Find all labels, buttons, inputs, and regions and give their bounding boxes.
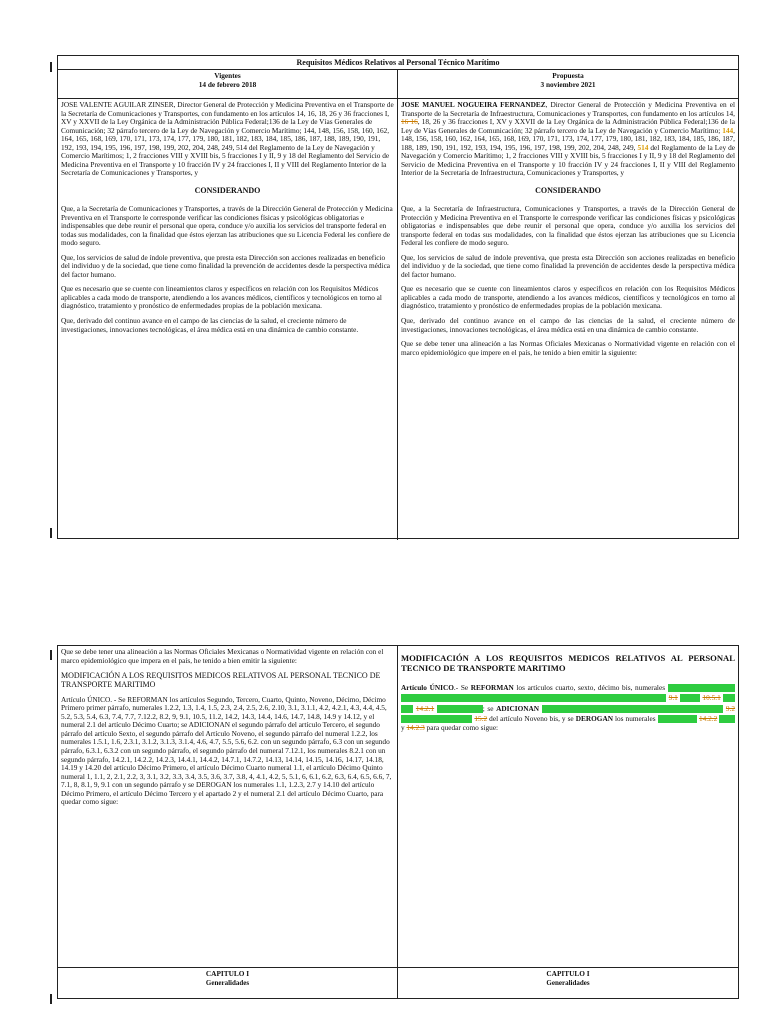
considerando-paragraph: Que, a la Secretaría de Comunicaciones y Transportes, a través de la Dirección General de Protección y Medicina Preventiva en el Transporte le corresponde verificar las condiciones físicas y psicológicas obligatorias e indispensables que debe reunir el personal que opera, conduce y/o auxilia los servicios del transporte federal en todas sus modalidades, con la finalidad que éstos ejerzan las atribuciones que su Licencia Federal les confiere de modo seguro. (61, 204, 393, 248)
highlighted-numerals: 6.3.1 6.3.2 7.12.1 8.2.1 (401, 714, 473, 723)
director-name: JOSE MANUEL NOGUEIRA FERNANDEZ (401, 100, 546, 109)
chapter-title: Generalidades (546, 978, 590, 987)
highlighted-numerals: 11.2 14.2 (401, 694, 736, 713)
column-header-propuesta (398, 70, 738, 98)
strikethrough-text: 15.2 (474, 713, 488, 723)
strikethrough-text: 14.2.1 (415, 703, 435, 713)
comparison-table-top (57, 55, 739, 539)
intro-text: del Reglamento de la Ley de Navegación y Comercio Marítimo; 1, 2 fracciones VIII y XVIII bis, 5 fracciones I y II, 9 y 18 del Reglamento del Servicio de Medicina Preventiva en el Transporte y 10 fracción IV y 24 fracciones I, II y VIII del Reglamento Interior de la Secretaría de Infraestructura, Comunicaciones y Transportes, y (401, 142, 735, 178)
article-text: los numerales (612, 713, 658, 723)
considerando-paragraph: Que se debe tener una alineación a las Normas Oficiales Mexicanas o Normatividad vigente en relación con el marco epidemiológico que impere en el país, he tenido a bien emitir la siguiente: (401, 339, 735, 357)
highlighted-numerals: 9 10.5 (680, 694, 701, 703)
considerando-paragraph: Que, los servicios de salud de índole preventiva, que presta esta Dirección son acciones realizadas en beneficio del individuo y de la sociedad, que tiene como finalidad la prevención de accidentes desde la perspectiva médica del factor humano. (401, 252, 735, 279)
article-text: del artículo Noveno bis, y se (487, 713, 576, 723)
reforman-keyword: REFORMAN (470, 683, 514, 693)
intro-paragraph (401, 101, 735, 178)
considerando-heading: CONSIDERANDO (194, 185, 261, 195)
chapter-number: CAPITULO I (205, 969, 250, 978)
page-margin-mark (50, 650, 52, 660)
article-paragraph (401, 683, 735, 732)
article-paragraph: Artículo ÚNICO. - Se REFORMAN los artículos Segundo, Tercero, Cuarto, Quinto, Noveno, Décimo, Décimo Primero primer párrafo, numerales 1.2.2, 1.3, 1.4, 1.5, 2.3, 2.4, 2.5, 2.6, 2.10, 3.1, 3.1.1, 4.2, 4.2.1, 4.3, 4.4, 4.5, 5.2, 5.3, 5.4, 6.3, 7.4, 7.7, 7.12.2, 8.2, 9, 9.1, 10.5, 11.2, 14.2, 14.3, 14.4, 14.6, 14.7, 14.8, 14.9 y 14.12, y el numeral 2.1 del artículo Décimo Cuarto; se ADICIONAN el segundo párrafo del artículo Tercero, el segundo párrafo del artículo Sexto, el segundo párrafo del Artículo Noveno, el segundo párrafo del numeral 1.2.2, los numerales 1.5.1, 1.6, 2.3.1, 3.1.2, 3.1.3, 3.1.4, 4.6, 4.7, 5.5, 5.6, 6.2. con un segundo párrafo, 6.3 con un segundo párrafo, 6.3.1, 6.3.2 con un segundo párrafo, el segundo párrafo del numeral 7.12.1, los numerales 8.2.1 con un segundo párrafo, 14.2.1, 14.2.2, 14.2.3, 14.4.1, 14.4.2, 14.7.1, 14.7.2, 14.13, 14.14, 14.15, 14.16, 14.17, 14.18, 14.19 y 14.20 del artículo Décimo Primero, el artículo Décimo Cuarto numeral 1.1, el artículo Décimo Quinto numeral 1, 1.1, 2, 2.1, 2.2, 3, 3.1, 3.2, 3.3, 3.4, 3.5, 3.6, 3.7, 3.8, 4, 4.1, 4.2, 5, 5.1, 6, 6.1, 6.2, 6.3, 6.4, 6.5, 6.6, 7, 7.1, 8, 8.1, 9, 9.1 con un segundo párrafo y se DEROGAN los numerales 1.1, 1.2.3, 2.7 y 14.10 del artículo Décimo Primero, el artículo Décimo Tercero y el apartado 2 y el numeral 2.1 del artículo Décimo Cuarto, para quedar como sigue: (61, 694, 392, 807)
intro-text: , Director General de Protección y Medicina Preventiva en el Transporte de la Secretaría de Infraestructura, Comunicaciones y Transportes, con fundamento en los artículos 14, (401, 100, 735, 118)
highlighted-numerals: 14.10 (719, 714, 736, 723)
page-margin-mark (50, 528, 52, 538)
strikethrough-text: 14.2.2 (699, 713, 718, 723)
capitulo-row (58, 968, 738, 999)
considerando-paragraph: Que, a la Secretaría de Infraestructura, Comunicaciones y Transportes, a través de la Dirección General de Protección y Medicina Preventiva en el Transporte le corresponde verificar las condiciones físicas y psicológicas obligatorias e indispensables que debe reunir el personal que opera, conduce y/o auxilia los servicios del transporte federal en todas sus modalidades, con la finalidad que éstos ejerzan las atribuciones que su Licencia Federal les confiere de modo seguro. (401, 204, 735, 248)
propuesta-column (398, 646, 738, 967)
strikethrough-text: 9.1 (668, 693, 678, 703)
article-text: y (401, 722, 407, 732)
propuesta-column (398, 99, 738, 540)
highlighted-numerals: 1.1 1.2.3 2.7 (657, 714, 697, 723)
derogan-keyword: DEROGAN (575, 713, 613, 723)
chapter-number: CAPITULO I (546, 969, 590, 978)
considerando-paragraph: Que, derivado del continuo avance en el campo de las ciencias de la salud, el creciente número de investigaciones, innovaciones tecnológicas, el área médica está en una dinámica de cambio constante. (401, 315, 735, 334)
table-title: Requisitos Médicos Relativos al Personal Técnico Marítimo (58, 56, 738, 70)
considerando-paragraph: Que es necesario que se cuente con lineamientos claros y específicos en relación con los Requisitos Médicos aplicables a cada modo de transporte, atendiendo a los avances médicos, científicos y tecnológicos en torno al diagnóstico, tratamiento y pronóstico de enfermedades propias de la población mexicana. (61, 284, 382, 311)
intro-text: , 148, 156, 158, 160, 162, 164, 165, 168, 169, 170, 171, 173, 174, 177, 179, 180, 181, 182, 183, 184, 185, 186, 187, 188, 189, 190, 191, 192, 193, 194, 195, 196, 197, 198, 199, 202, 204, 248, 249, (401, 125, 735, 152)
vigentes-column (58, 646, 398, 967)
article-text: ; se (482, 703, 497, 713)
highlighted-number: 514 (637, 142, 649, 152)
intro-paragraph: Que se debe tener una alineación a las Normas Oficiales Mexicanas o Normatividad vigente en relación con el marco epidemiológico que impera en el país, he tenido a bien emitir la siguiente: (61, 647, 384, 665)
article-text: para quedar como sigue: (424, 722, 499, 732)
strikethrough-text: 9.2 (725, 703, 736, 713)
column-header-date: 3 noviembre 2021 (540, 79, 596, 89)
highlighted-number: 144 (722, 125, 734, 135)
strikethrough-text: 14.2.3 (406, 722, 425, 732)
column-header-label: Propuesta (552, 71, 584, 80)
column-header-date: 14 de febrero 2018 (198, 79, 257, 89)
article-text: los artículos cuarto, sexto, décimo bis, numerales (513, 683, 668, 693)
table-body-row (58, 646, 738, 968)
table-header-row (58, 70, 738, 99)
considerando-paragraph: Que, los servicios de salud de índole preventiva, que presta esta Dirección son acciones realizadas en beneficio del individuo y de la sociedad, que tiene como finalidad la prevención de accidentes desde la perspectiva médica del factor humano. (61, 252, 391, 279)
page-margin-mark (50, 994, 52, 1004)
modification-heading: MODIFICACIÓN A LOS REQUISITOS MEDICOS RELATIVOS AL PERSONAL TECNICO DE TRANSPORTE MARITIMO (61, 671, 381, 690)
page-margin-mark (50, 62, 52, 72)
capitulo-heading-right (398, 968, 738, 999)
highlighted-numerals: 1.2.2 1.3 1.4 1.5 2.3 2.4 2.5 2.6 2.10 3.1 3.1.1 4.2 4.2.1 4.3 4.4 4.5 5.2 5.3 5.4 6.3 7.4 7.7 7.12.2 8.2 (401, 684, 735, 703)
article-text: .- Se (453, 683, 471, 693)
highlighted-numerals: 14.3 14.4 14.6 (436, 704, 483, 713)
intro-paragraph: JOSE VALENTE AGUILAR ZINSER, Director General de Protección y Medicina Preventiva en el Transporte de la Secretaría de Comunicaciones y Transportes, con fundamento en los artículos 14, 16, 18, 26 y 36 fracciones I, XV y XXVII de la Ley Orgánica de la Administración Pública Federal;136 de la Ley de Vías Generales de Comunicación; 32 párrafo tercero de la Ley de Navegación y Comercio Marítimo; 144, 148, 156, 158, 160, 162, 164, 165, 168, 169, 170, 171, 173, 174, 177, 179, 180, 181, 182, 183, 184, 185, 186, 187, 188, 189, 190, 191, 192, 193, 194, 195, 196, 197, 198, 199, 202, 204, 248, 249, 514 del Reglamento de la Ley de Navegación y Comercio Marítimos; 1, 2 fracciones VIII y XVIII bis, 5 fracciones I y II, 9 y 18 del Reglamento del Servicio de Medicina Preventiva en el Transporte y 10 fracción IV y 24 fracciones I, II y VIII del Reglamento Interior de la Secretaría de Comunicaciones y Transportes, y (61, 100, 394, 178)
adicionan-keyword: ADICIONAN (496, 703, 540, 713)
article-lead: Artículo ÚNICO (401, 683, 454, 693)
modification-heading: MODIFICACIÓN A LOS REQUISITOS MEDICOS RELATIVOS AL PERSONAL TECNICO DE TRANSPORTE MARITIMO (401, 653, 735, 673)
capitulo-heading-left (58, 968, 398, 999)
strikethrough-text: 10.5.1 (702, 693, 721, 703)
vigentes-column (58, 99, 398, 540)
considerando-heading: CONSIDERANDO (535, 185, 601, 195)
highlighted-numerals: 1.5.1 1.6 2.3.1 3.1.2 3.1.3 3.1.4 4.6 4.7 5.5 5.6 6.2 6.3 (541, 704, 724, 713)
intro-text: , 18, 26 y 36 fracciones I, XV y XXVII de la Ley Orgánica de la Administración Pública Federal;136 de la Ley de Vías Generales de Comunicación; 32 párrafo tercero de la Ley de Navegación y Comercio Marítimo; (401, 117, 735, 135)
table-body-row (58, 99, 738, 540)
column-header-vigentes (58, 70, 398, 98)
considerando-paragraph: Que es necesario que se cuente con lineamientos claros y específicos en relación con los Requisitos Médicos aplicables a cada modo de transporte, atendiendo a los avances médicos, científicos y tecnológicos en torno al diagnóstico, tratamiento y pronóstico de enfermedades propias de la población mexicana. (401, 284, 735, 311)
chapter-title: Generalidades (205, 978, 250, 987)
column-header-label: Vigentes (214, 71, 241, 80)
considerando-paragraph: Que, derivado del continuo avance en el campo de las ciencias de la salud, el creciente número de investigaciones, innovaciones tecnológicas, el área médica está en una dinámica de cambio constante. (61, 315, 359, 334)
comparison-table-bottom (57, 645, 739, 999)
strikethrough-text: 16 16 (401, 117, 418, 127)
